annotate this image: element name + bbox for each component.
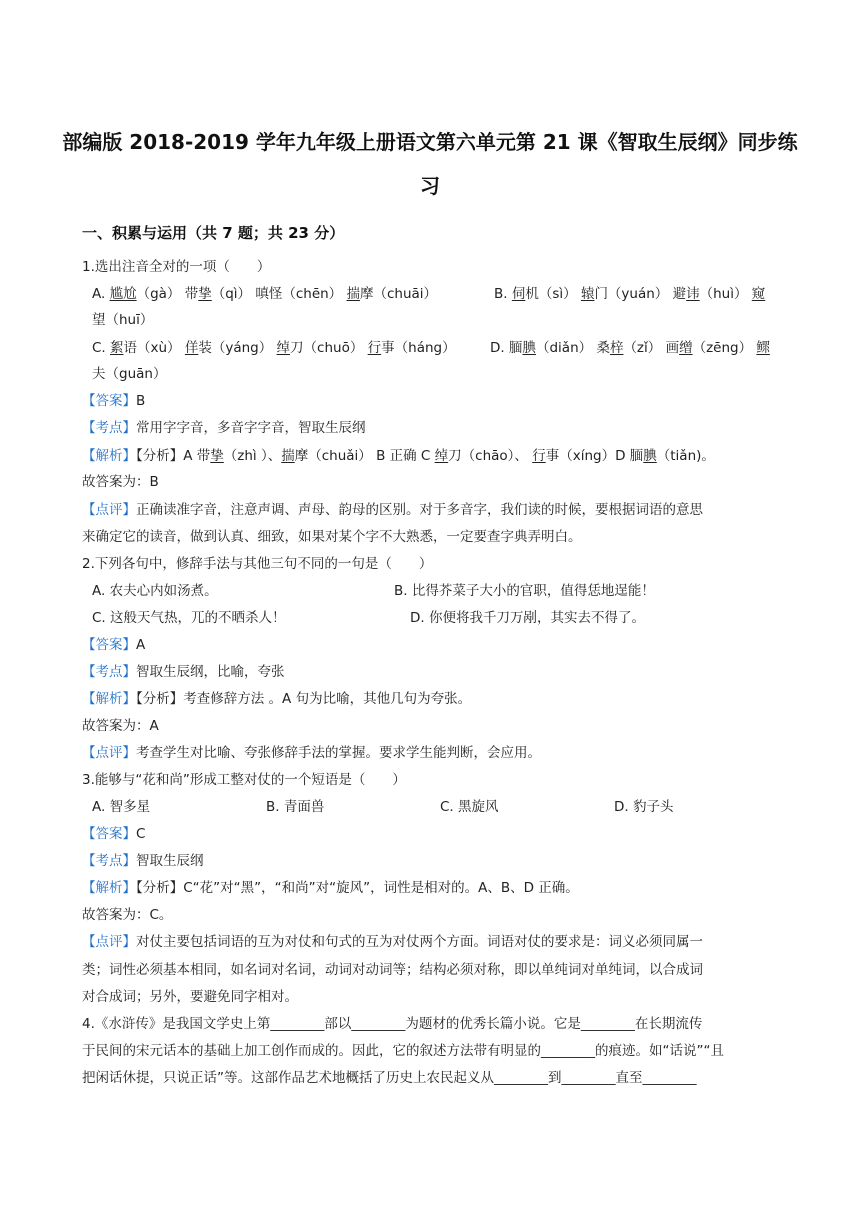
q2-point: 【考点】智取生辰纲，比喻，夸张 <box>82 664 285 680</box>
document-title-line-2: 习 <box>420 174 440 198</box>
document-title-line-1: 部编版 2018-2019 学年九年级上册语文第六单元第 21 课《智取生辰纲》同步练 <box>62 130 798 154</box>
q2-stem: 2.下列各句中，修辞手法与其他三句不同的一句是（ ） <box>82 556 433 572</box>
answer-tag: 【答案】 <box>82 637 136 653</box>
q2-conclusion: 故答案为：A <box>82 718 159 734</box>
q3-point: 【考点】智取生辰纲 <box>82 853 204 869</box>
analysis-tag: 【解析】 <box>82 691 136 707</box>
q1-option-b-continued: 望（huī） <box>92 312 154 328</box>
q1-comment-line-2: 来确定它的读音，做到认真、细致，如果对某个字不大熟悉，一定要查字典弄明白。 <box>82 529 582 545</box>
section-heading: 一、积累与运用（共 7 题；共 23 分） <box>82 224 345 242</box>
q3-comment-line-1: 【点评】对仗主要包括词语的互为对仗和句式的互为对仗两个方面。词语对仗的要求是：词义必须同属一 <box>82 934 703 950</box>
analysis-tag: 【解析】 <box>82 448 136 464</box>
q3-stem: 3.能够与“花和尚”形成工整对仗的一个短语是（ ） <box>82 772 406 788</box>
q1-option-d-continued: 夫（guān） <box>92 366 167 382</box>
q3-answer: 【答案】C <box>82 826 146 842</box>
point-tag: 【考点】 <box>82 664 136 680</box>
q3-comment-line-2: 类；词性必须基本相同，如名词对名词，动词对动词等；结构必须对称，即以单纯词对单纯词，以合成词 <box>82 962 703 978</box>
comment-tag: 【点评】 <box>82 745 136 761</box>
q2-option-d: D. 你便将我千刀万剐，其实去不得了。 <box>410 610 645 626</box>
answer-tag: 【答案】 <box>82 393 136 409</box>
q2-comment: 【点评】考查学生对比喻、夸张修辞手法的掌握。要求学生能判断，会应用。 <box>82 745 541 761</box>
q1-stem: 1.选出注音全对的一项（ ） <box>82 259 271 275</box>
q3-analysis: 【解析】【分析】C“花”对“黑”，“和尚”对“旋风”，词性是相对的。A、B、D 正确。 <box>82 880 579 896</box>
q1-option-b: B. 伺机（sì） 辕门（yuán） 避讳（huì） 窥 <box>494 286 766 302</box>
q3-option-b: B. 青面兽 <box>266 799 325 815</box>
q1-answer: 【答案】B <box>82 393 146 409</box>
q3-conclusion: 故答案为：C。 <box>82 907 173 923</box>
q3-comment-line-3: 对合成词；另外，要避免同字相对。 <box>82 989 298 1005</box>
q3-option-a: A. 智多星 <box>92 799 151 815</box>
q1-analysis: 【解析】【分析】A 带挚（zhì ）、揣摩（chuǎi） B 正确 C 绰刀（chāo）、 行事（xíng）D 腼腆（tiǎn)。 <box>82 448 715 464</box>
q1-option-d: D. 腼腆（diǎn） 桑梓（zǐ） 画缯（zēng） 鳏 <box>490 340 770 356</box>
q1-option-c: C. 絮语（xù） 佯装（yáng） 绰刀（chuō） 行事（háng） <box>92 340 456 356</box>
q1-conclusion: 故答案为：B <box>82 474 159 490</box>
q2-analysis: 【解析】【分析】考查修辞方法 。A 句为比喻，其他几句为夸张。 <box>82 691 472 707</box>
q2-option-c: C. 这般天气热，兀的不晒杀人！ <box>92 610 286 626</box>
analysis-tag: 【解析】 <box>82 880 136 896</box>
answer-tag: 【答案】 <box>82 826 136 842</box>
q4-line-2: 于民间的宋元话本的基础上加工创作而成的。因此，它的叙述方法带有明显的________的痕迹。如“话说”“且 <box>82 1043 724 1059</box>
comment-tag: 【点评】 <box>82 934 136 950</box>
q2-answer: 【答案】A <box>82 637 146 653</box>
q1-comment-line-1: 【点评】正确读准字音，注意声调、声母、韵母的区别。对于多音字，我们读的时候，要根据词语的意思 <box>82 502 703 518</box>
q3-option-d: D. 豹子头 <box>614 799 674 815</box>
q2-option-a: A. 农夫心内如汤煮。 <box>92 583 218 599</box>
q2-option-b: B. 比得芥菜子大小的官职，值得恁地逞能！ <box>394 583 655 599</box>
point-tag: 【考点】 <box>82 853 136 869</box>
point-tag: 【考点】 <box>82 420 136 436</box>
q4-line-1: 4.《水浒传》是我国文学史上第________部以________为题材的优秀长篇小说。它是________在长期流传 <box>82 1016 703 1032</box>
q4-line-3: 把闲话休提，只说正话”等。这部作品艺术地概括了历史上农民起义从________到________直至________ <box>82 1070 697 1086</box>
q1-point: 【考点】常用字字音，多音字字音，智取生辰纲 <box>82 420 366 436</box>
comment-tag: 【点评】 <box>82 502 136 518</box>
q1-option-a: A. 尴尬（gà） 带挚（qì） 嗔怪（chēn） 揣摩（chuāi） <box>92 286 438 302</box>
q3-option-c: C. 黑旋风 <box>440 799 499 815</box>
